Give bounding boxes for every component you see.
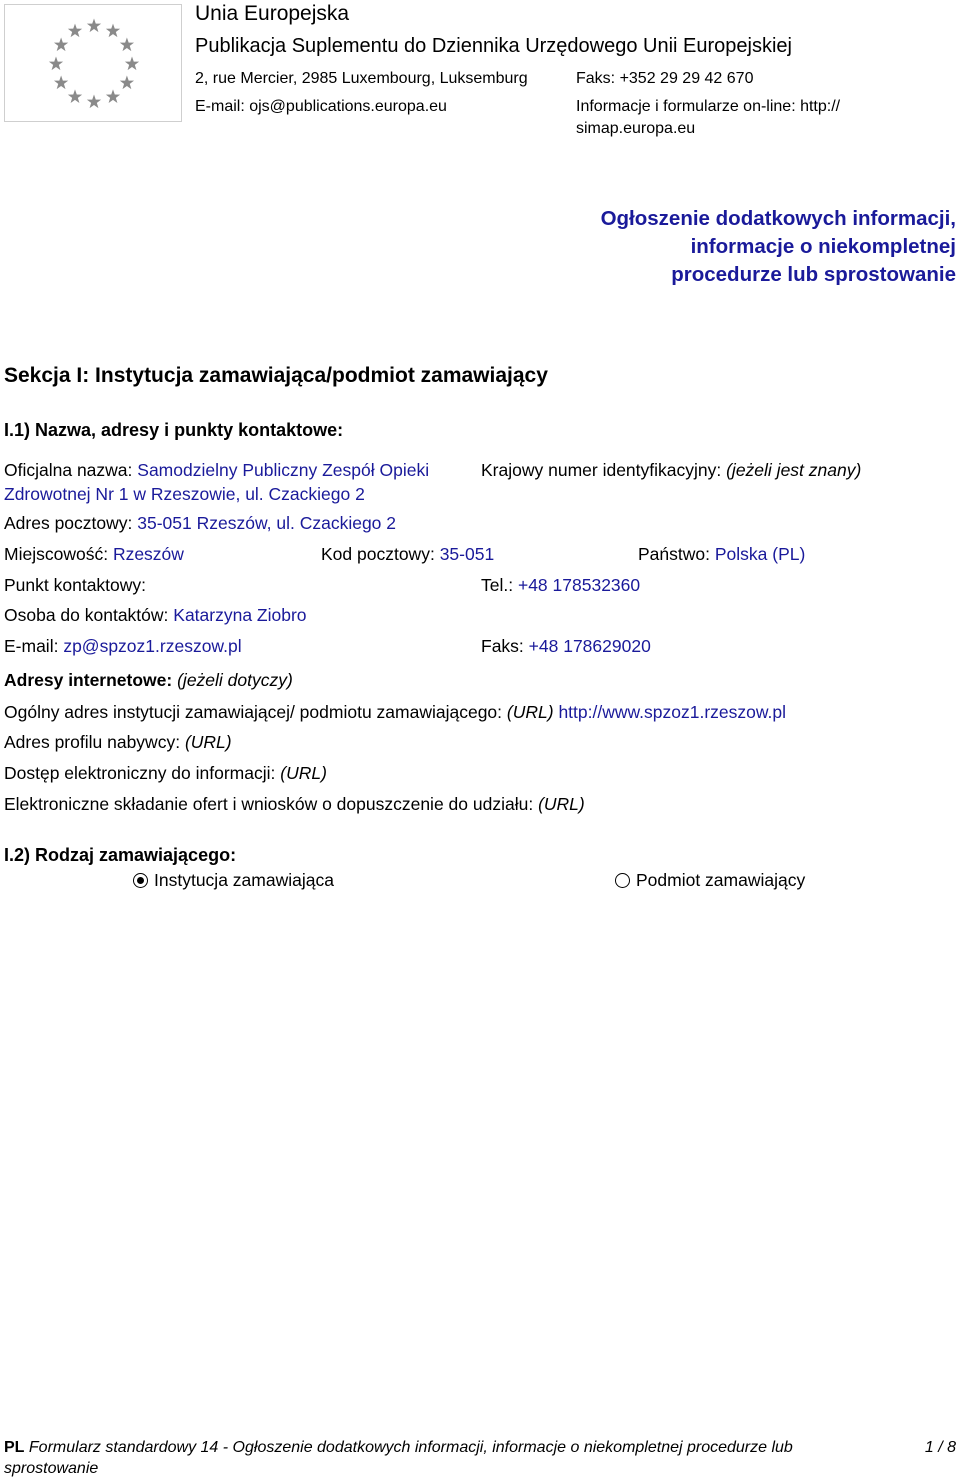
eu-star-icon [106,89,120,103]
country-value: Polska (PL) [714,544,806,564]
general-url-tag: (URL) [506,702,554,722]
section-title: Sekcja I: Instytucja zamawiająca/podmiot zamawiający [4,364,548,387]
eu-star-icon [54,38,68,52]
postcode-value: 35-051 [439,544,495,564]
country-label: Państwo: [638,544,710,564]
postal-address-value: 35-051 Rzeszów, ul. Czackiego 2 [137,513,397,533]
country-row [638,544,805,565]
radio-contracting-authority[interactable] [133,870,334,891]
eu-star-icon [68,89,82,103]
official-name-row [4,458,478,506]
header-info-line1: Informacje i formularze on-line: http:// [576,98,841,115]
postal-address-label: Adres pocztowy: [4,513,133,533]
subsection-title-1-2: I.2) Rodzaj zamawiającego: [4,845,237,865]
subsection-title-1-1: I.1) Nazwa, adresy i punkty kontaktowe: [4,420,344,440]
footer-text [4,1437,864,1479]
header-org: Unia Europejska [195,2,350,25]
footer-form-name: Formularz standardowy 14 - Ogłoszenie dodatkowych informacji, informacje o niekompletnej procedurze lub sprostowanie [4,1439,793,1477]
general-url-link[interactable]: http://www.spzoz1.rzeszow.pl [558,702,787,722]
header-email: E-mail: ojs@publications.europa.eu [195,98,447,115]
email-row [4,636,242,657]
header-fax: Faks: +352 29 29 42 670 [576,70,754,87]
locality-value: Rzeszów [112,544,184,564]
electronic-submission-row [4,794,585,815]
phone-label: Tel.: [481,575,514,595]
eu-star-icon [120,38,134,52]
radio-checked-icon[interactable] [133,873,148,888]
electronic-access-url-tag: (URL) [280,763,327,783]
eu-star-icon [120,76,134,90]
header-publication: Publikacja Suplementu do Dziennika Urzędowego Unii Europejskiej [195,35,792,57]
electronic-access-row [4,763,327,784]
locality-row [4,544,184,565]
header-info-line2: simap.europa.eu [576,120,696,137]
eu-star-icon [106,24,120,38]
national-id-note: (jeżeli jest znany) [726,460,862,480]
internet-heading-label: Adresy internetowe: [4,670,173,690]
buyer-profile-url-tag: (URL) [184,732,232,752]
internet-heading-note: (jeżeli dotyczy) [177,670,293,690]
electronic-submission-label: Elektroniczne składanie ofert i wniosków o dopuszczenie do udziału: [4,794,534,814]
contact-point-label: Punkt kontaktowy: [4,575,147,595]
page-footer [4,1437,956,1479]
email-value[interactable]: zp@spzoz1.rzeszow.pl [63,636,242,656]
phone-row [481,575,640,596]
radio-contracting-entity-label: Podmiot zamawiający [636,870,806,890]
postcode-row [321,544,494,565]
eu-star-icon [87,95,101,109]
general-url-label: Ogólny adres instytucji zamawiającej/ podmiotu zamawiającego: [4,702,503,722]
electronic-access-label: Dostęp elektroniczny do informacji: [4,763,276,783]
national-id-label: Krajowy numer identyfikacyjny: [481,460,722,480]
phone-value: +48 178532360 [517,575,641,595]
general-url-row [4,702,786,723]
header-address: 2, rue Mercier, 2985 Luxembourg, Luksemburg [195,70,528,87]
footer-page-number: 1 / 8 [924,1439,956,1456]
postal-address-row [4,513,396,534]
eu-star-icon [49,57,63,71]
radio-unchecked-icon[interactable] [615,873,630,888]
official-name-label: Oficjalna nazwa: [4,460,133,480]
buyer-profile-row [4,732,232,753]
contact-point-row [4,575,146,596]
fax-row [481,636,651,657]
buyer-profile-label: Adres profilu nabywcy: [4,732,181,752]
radio-contracting-entity[interactable] [615,870,805,891]
internet-addresses-heading [4,670,293,691]
locality-label: Miejscowość: [4,544,109,564]
eu-star-icon [54,76,68,90]
eu-flag-logo [4,4,182,122]
national-id-row [481,458,881,482]
email-label: E-mail: [4,636,59,656]
eu-star-icon [68,24,82,38]
eu-stars-icon [5,5,183,123]
footer-lang: PL [4,1439,25,1456]
postcode-label: Kod pocztowy: [321,544,435,564]
electronic-submission-url-tag: (URL) [538,794,585,814]
eu-star-icon [87,19,101,33]
official-name-value: Samodzielny Publiczny Zespół Opieki Zdrowotnej Nr 1 w Rzeszowie, ul. Czackiego 2 [4,460,430,504]
contact-person-row [4,605,307,626]
contact-person-value: Katarzyna Ziobro [173,605,307,625]
eu-star-icon [125,57,139,71]
notice-title: Ogłoszenie dodatkowych informacji, informacje o niekompletnej procedurze lub sprostowanie [600,207,956,286]
contact-person-label: Osoba do kontaktów: [4,605,169,625]
fax-label: Faks: [481,636,524,656]
radio-contracting-authority-label: Instytucja zamawiająca [154,870,334,890]
fax-value: +48 178629020 [528,636,651,656]
